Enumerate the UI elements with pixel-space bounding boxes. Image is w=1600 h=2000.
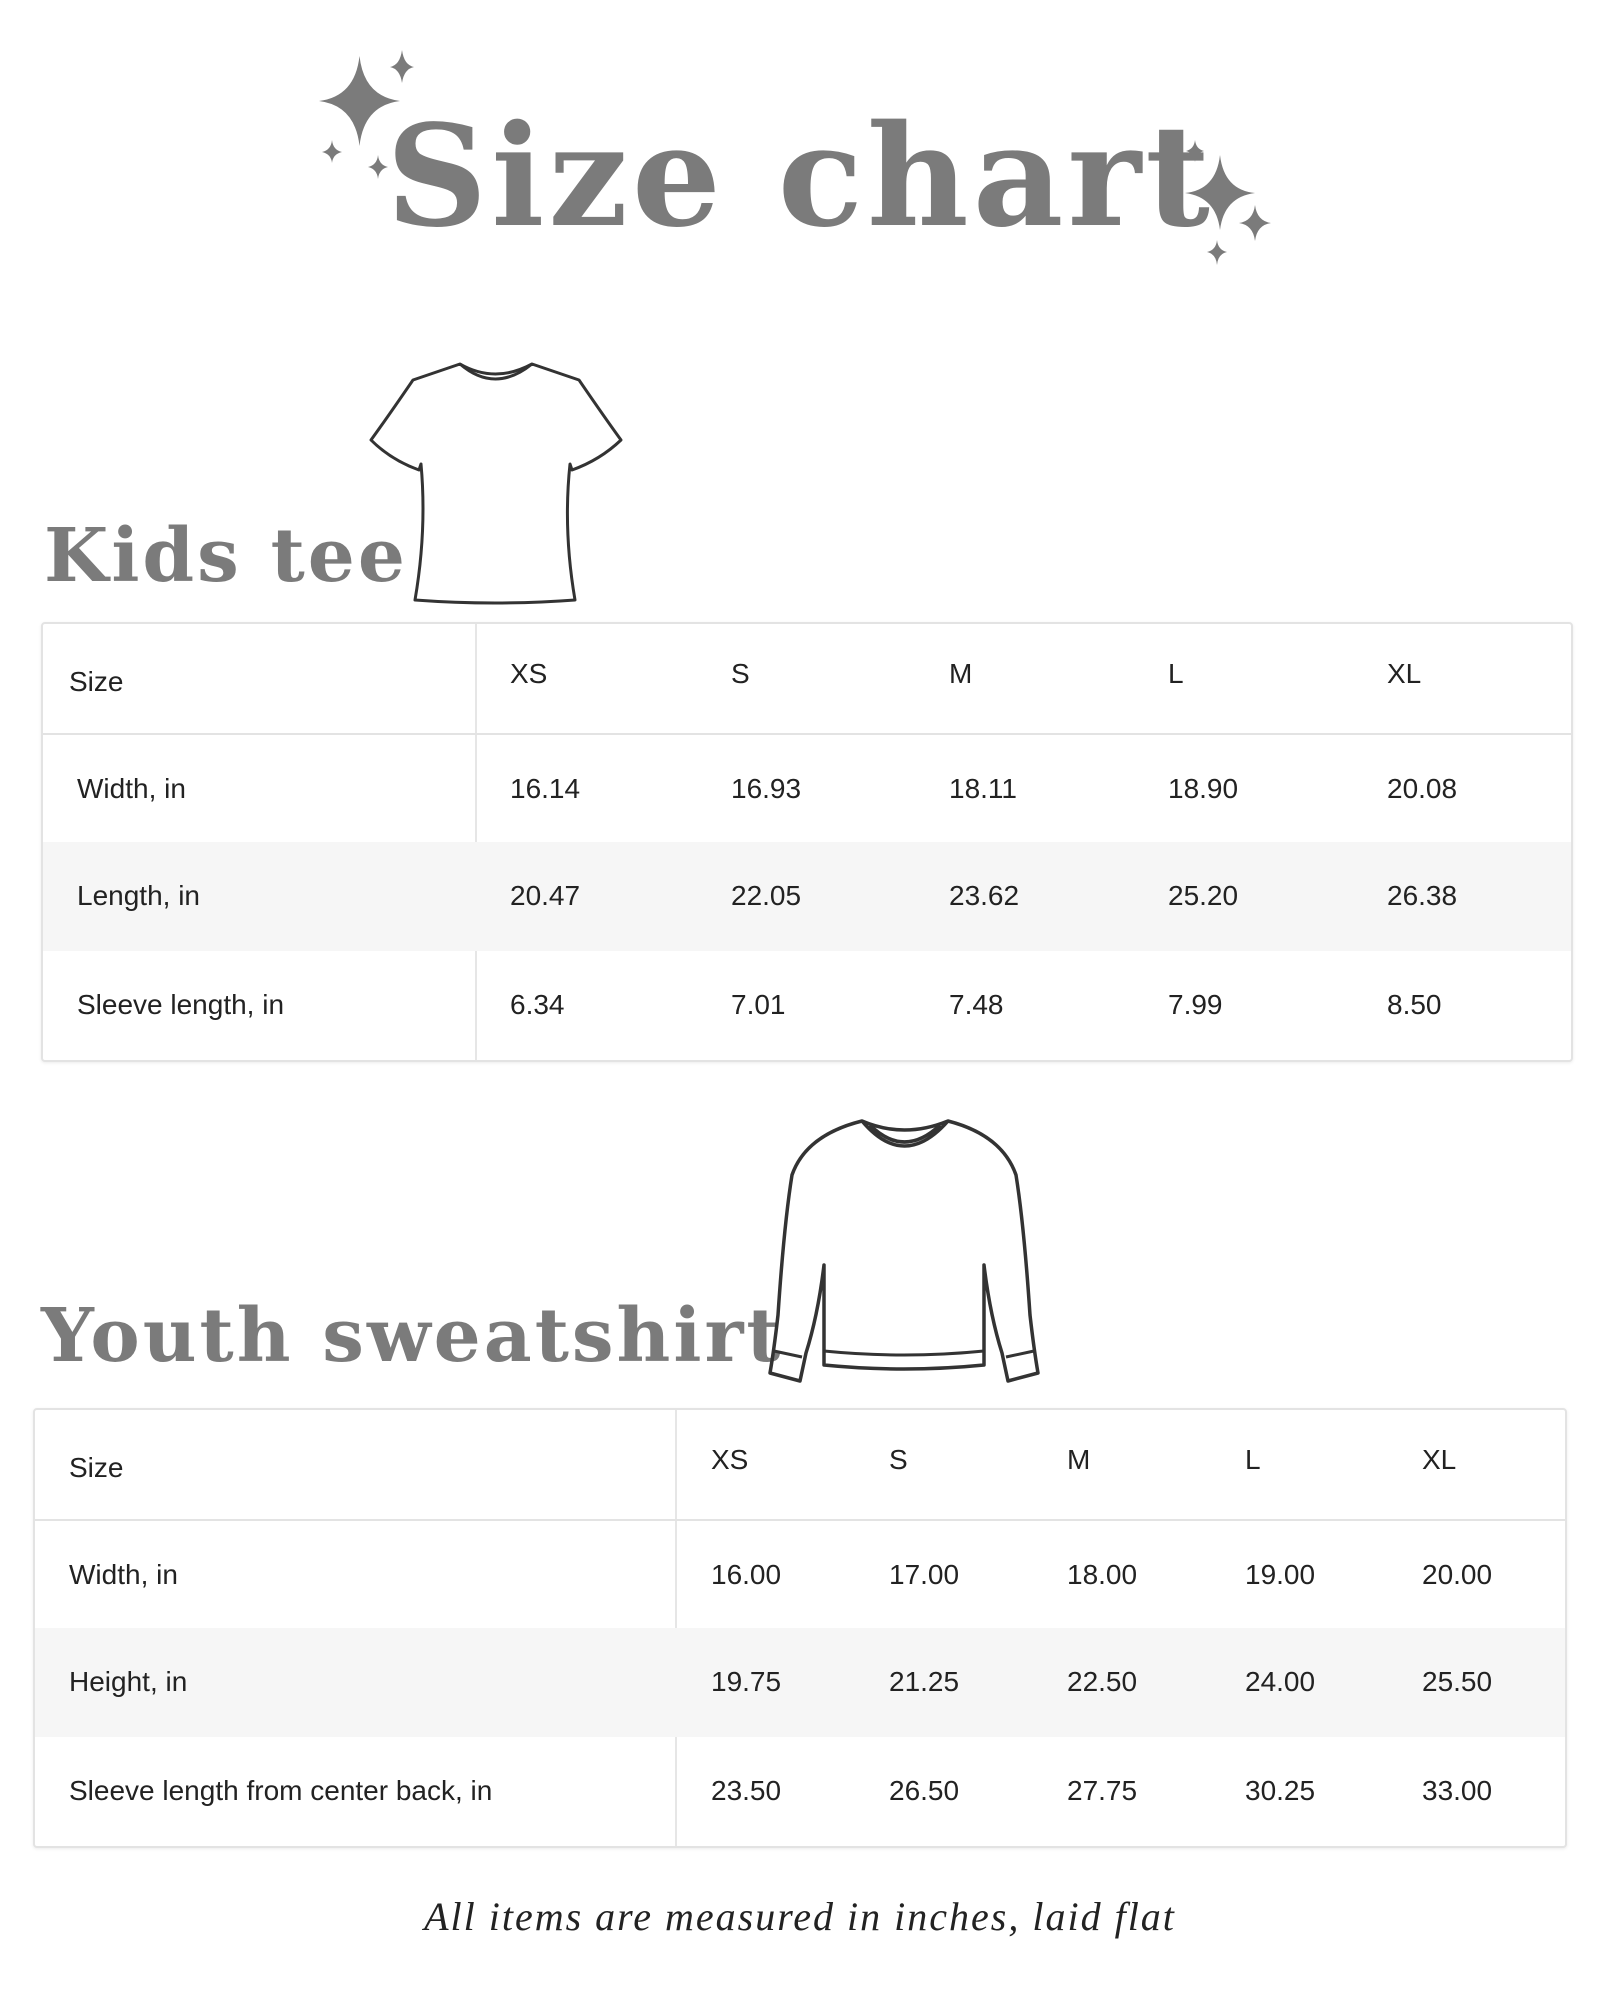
table-row: [43, 951, 1571, 1060]
kids-tee-table: [41, 622, 1573, 1062]
table-cell: 30.25: [1245, 1775, 1316, 1806]
table-cell: 16.14: [510, 773, 581, 804]
table-cell: 27.75: [1067, 1775, 1138, 1806]
table-row: [35, 1737, 1565, 1846]
table-cell: 25.50: [1422, 1666, 1493, 1697]
row-label: Width, in: [77, 773, 186, 804]
row-label: Sleeve length from center back, in: [69, 1775, 493, 1806]
table-cell: 23.62: [949, 880, 1020, 911]
table-cell: 33.00: [1422, 1775, 1493, 1806]
table-cell: 20.08: [1387, 773, 1458, 804]
table-cell: 17.00: [889, 1559, 960, 1590]
measurement-note: All items are measured in inches, laid flat: [424, 1894, 1176, 1939]
table-cell: 7.01: [731, 989, 786, 1020]
header-cell: L: [1245, 1444, 1261, 1475]
table-row: [35, 1628, 1565, 1737]
table-cell: 6.34: [510, 989, 565, 1020]
header-cell: XL: [1387, 658, 1422, 689]
table-cell: 18.11: [949, 773, 1017, 804]
table-row: [43, 842, 1571, 951]
sweatshirt-icon: [762, 1115, 1046, 1395]
header-cell: XS: [711, 1444, 749, 1475]
table-cell: 24.00: [1245, 1666, 1316, 1697]
table-cell: 18.90: [1168, 773, 1239, 804]
table-header-row: [43, 624, 1571, 733]
header-cell: S: [731, 658, 750, 689]
table-cell: 7.48: [949, 989, 1004, 1020]
table-cell: 26.50: [889, 1775, 960, 1806]
header-cell: XL: [1422, 1444, 1457, 1475]
table-cell: 16.93: [731, 773, 802, 804]
header-cell: M: [949, 658, 973, 689]
table-cell: 21.25: [889, 1666, 960, 1697]
row-label: Sleeve length, in: [77, 989, 285, 1020]
table-cell: 19.00: [1245, 1559, 1316, 1590]
page-title: Size chart: [386, 95, 1214, 259]
table-cell: 8.50: [1387, 989, 1442, 1020]
table-cell: 16.00: [711, 1559, 782, 1590]
tshirt-icon: [365, 360, 627, 606]
header-cell: Size: [69, 1452, 124, 1483]
header-cell: L: [1168, 658, 1184, 689]
youth-sweatshirt-heading: Youth sweatshirt: [41, 1293, 784, 1379]
table-cell: 20.47: [510, 880, 581, 911]
table-row: [43, 733, 1571, 844]
table-cell: 22.05: [731, 880, 802, 911]
youth-sweatshirt-table: [33, 1408, 1567, 1848]
row-label: Width, in: [69, 1559, 178, 1590]
table-cell: 18.00: [1067, 1559, 1138, 1590]
table-cell: 23.50: [711, 1775, 782, 1806]
row-label: Length, in: [77, 880, 200, 911]
header-cell: S: [889, 1444, 908, 1475]
table-cell: 20.00: [1422, 1559, 1493, 1590]
table-cell: 22.50: [1067, 1666, 1138, 1697]
kids-tee-heading: Kids tee: [44, 513, 408, 599]
header-cell: XS: [510, 658, 548, 689]
row-label: Height, in: [69, 1666, 188, 1697]
table-header-row: [35, 1410, 1565, 1519]
header-cell: Size: [69, 666, 124, 697]
header-cell: M: [1067, 1444, 1091, 1475]
table-cell: 26.38: [1387, 880, 1458, 911]
table-cell: 25.20: [1168, 880, 1239, 911]
table-row: [35, 1519, 1565, 1630]
table-cell: 7.99: [1168, 989, 1223, 1020]
table-cell: 19.75: [711, 1666, 782, 1697]
